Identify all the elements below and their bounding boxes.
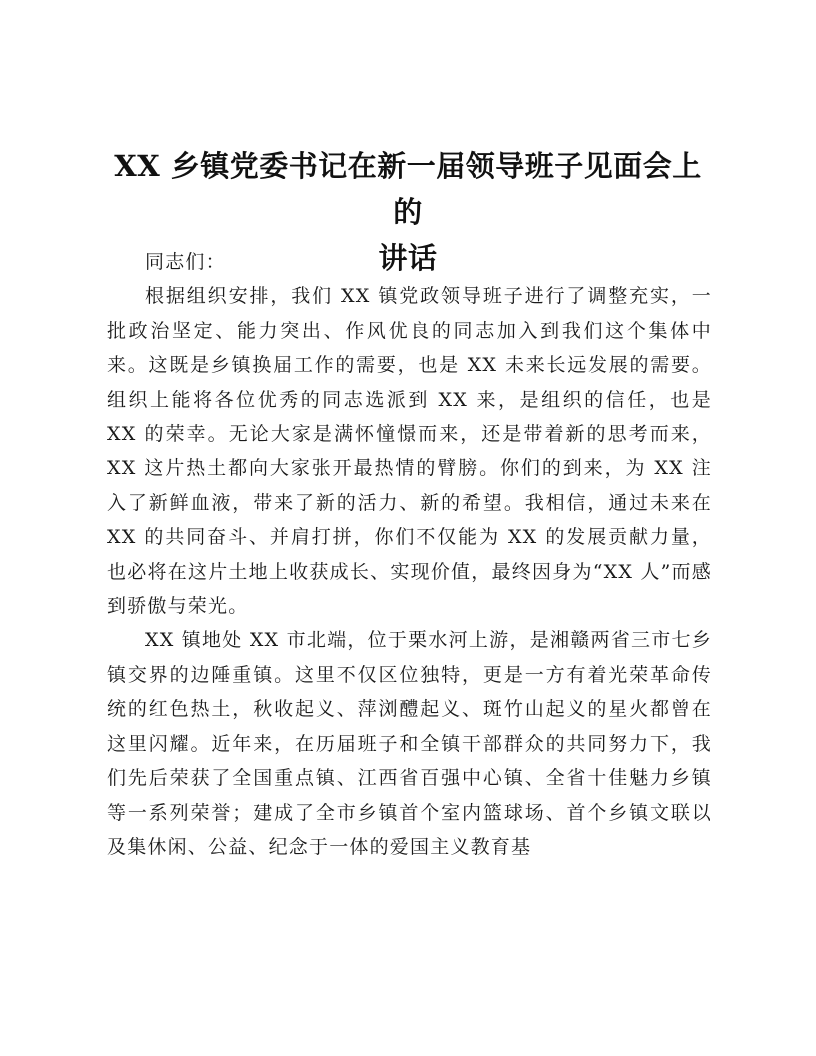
title-line-1: XX 乡镇党委书记在新一届领导班子见面会上的 bbox=[114, 149, 702, 229]
salutation: 同志们： bbox=[145, 251, 226, 273]
document-body bbox=[107, 245, 712, 864]
paragraph-2: XX 镇地处 XX 市北端，位于栗水河上游，是湘赣两省三市七乡镇交界的边陲重镇。这里不仅区位独特，更是一方有着光荣革命传统的红色热土，秋收起义、萍浏醴起义、斑竹山起义的星火都曾在这里闪耀。近年来，在历届班子和全镇干部群众的共同努力下，我们先后荣获了全国重点镇、江西省百强中心镇、全省十佳魅力乡镇等一系列荣誉；建成了全市乡镇首个室内篮球场、首个乡镇文联以及集休闲、公益、纪念于一体的爱国主义教育基 bbox=[107, 629, 712, 858]
title-line-2: 讲话 bbox=[378, 241, 438, 275]
paragraph-1: 根据组织安排，我们 XX 镇党政领导班子进行了调整充实，一批政治坚定、能力突出、作风优良的同志加入到我们这个集体中来。这既是乡镇换届工作的需要，也是 XX 未来长远发展的需要。组织上能将各位优秀的同志选派到 XX 来，是组织的信任，也是 XX 的荣幸。无论大家是满怀憧憬而来，还是带着新的思考而来，XX 这片热土都向大家张开最热情的臂膀。你们的到来，为 XX 注入了新鲜血液，带来了新的活力、新的希望。我相信，通过未来在 XX 的共同奋斗、并肩打拼，你们不仅能为 XX 的发展贡献力量，也必将在这片土地上收获成长、实现价值，最终因身为“XX 人”而感到骄傲与荣光。 bbox=[107, 285, 712, 618]
